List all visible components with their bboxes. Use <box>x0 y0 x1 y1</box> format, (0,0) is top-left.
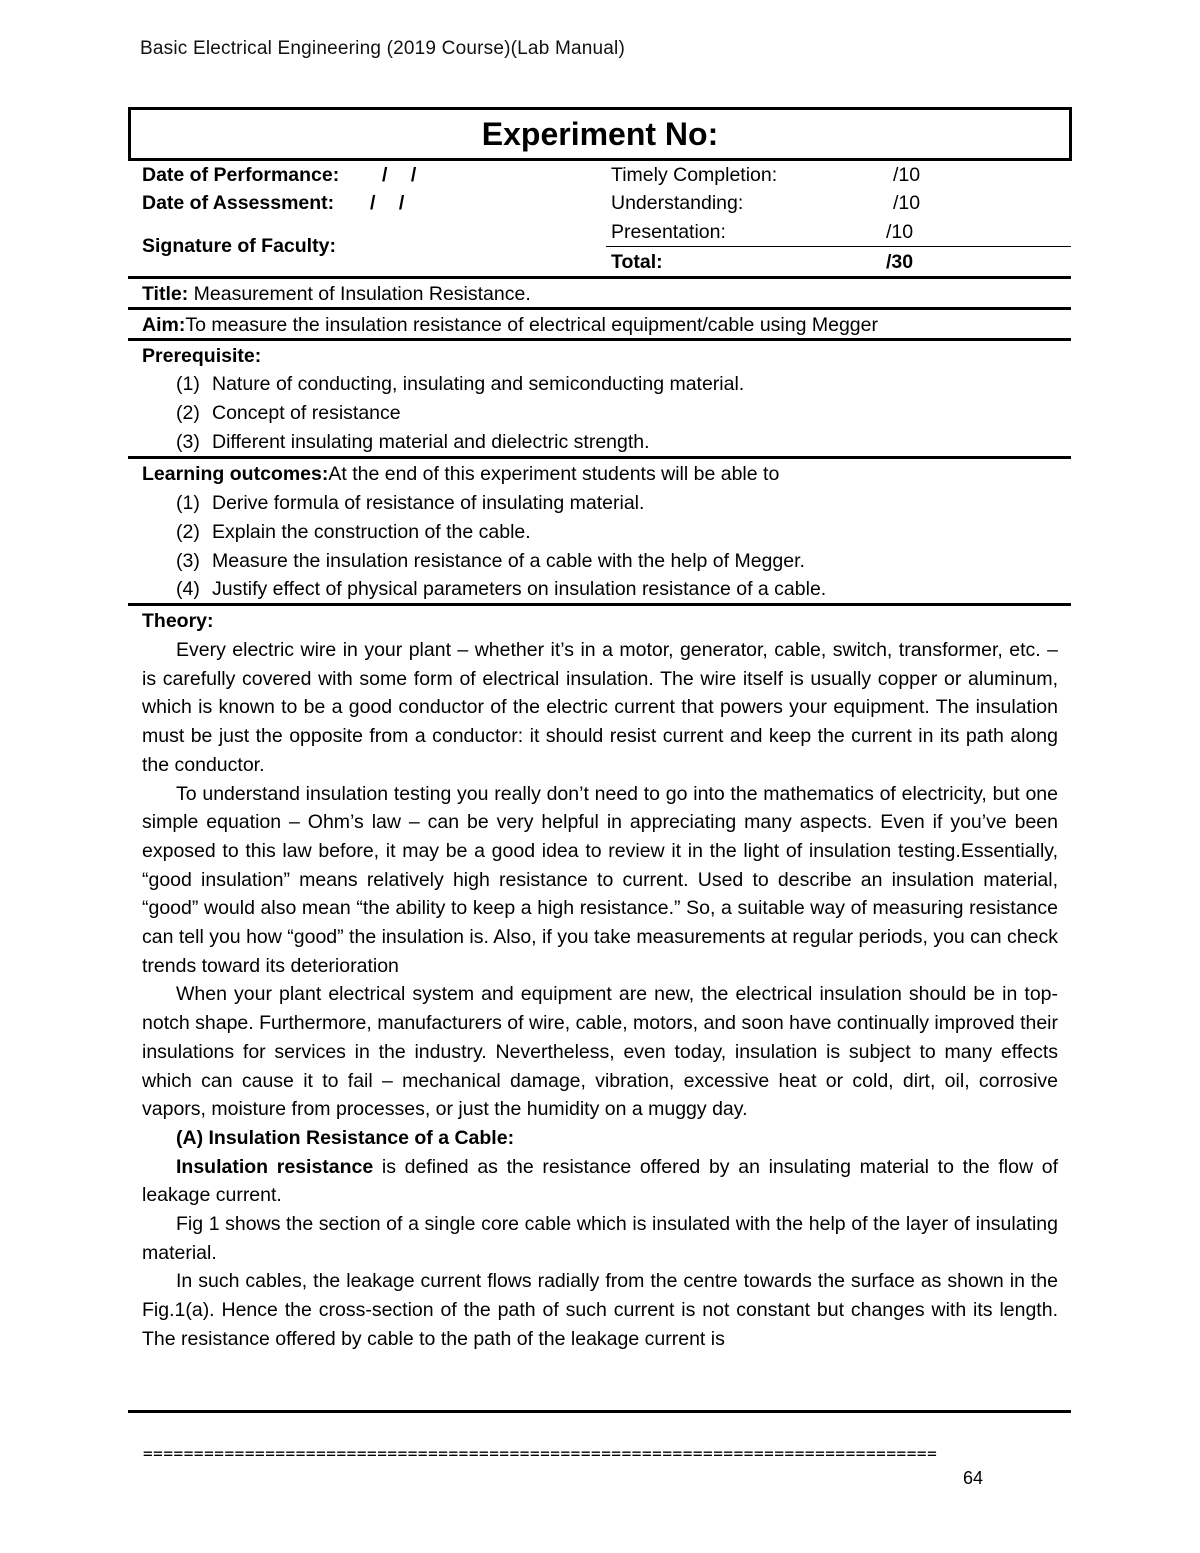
mark-value-timely: /10 <box>893 164 921 186</box>
prerequisite-item: (2) Concept of resistance <box>176 402 401 424</box>
outcomes-intro: At the end of this experiment students will be able to <box>328 463 780 485</box>
mark-label-presentation: Presentation: <box>611 221 726 243</box>
aim-label: Aim: <box>142 314 186 336</box>
mark-label-total: Total: <box>611 251 663 273</box>
date-assessment-value: / / <box>370 192 405 214</box>
date-performance-label: Date of Performance: <box>142 164 340 186</box>
outcome-item: (4) Justify effect of physical parameters on insulation resistance of a cable. <box>176 578 827 600</box>
mark-value-understanding: /10 <box>893 192 921 214</box>
mark-value-presentation: /10 <box>886 221 914 243</box>
theory-paragraph-4: Insulation resistance is defined as the resistance offered by an insulating material to the flow of leakage current. <box>142 1155 1059 1207</box>
theory-paragraph-5: Fig 1 shows the section of a single core cable which is insulated with the help of the layer of insulating material. <box>142 1213 1058 1264</box>
mark-label-understanding: Understanding: <box>611 192 744 214</box>
aim-line <box>142 311 878 339</box>
outcomes-line <box>142 460 779 488</box>
rule-after-title <box>128 307 1071 310</box>
outcome-item: (3) Measure the insulation resistance of a cable with the help of Megger. <box>176 550 805 572</box>
rule-bottom <box>128 1410 1071 1413</box>
rule-after-aim <box>128 338 1071 341</box>
prerequisite-label: Prerequisite: <box>142 345 262 367</box>
theory-paragraph-6: In such cables, the leakage current flows radially from the centre towards the surface as shown in the Fig.1(a). Hence the cross-section of the path of such current is not constant but changes with its length. The resistance offered by cable to the path of the leakage current is <box>142 1270 1058 1350</box>
experiment-title: Experiment No: <box>481 115 719 152</box>
theory-paragraph-3: When your plant electrical system and equipment are new, the electrical insulation should be in top-notch shape. Furthermore, manufacturers of wire, cable, motors, and soon have continually improved their insulations for services in the industry. Nevertheless, even today, insulation is subject to many effects which can cause it to fail – mechanical damage, vibration, excessive heat or cold, dirt, oil, corrosive vapors, moisture from processes, or just the humidity on a muggy day. <box>142 983 1058 1121</box>
signature-label: Signature of Faculty: <box>142 235 336 257</box>
outcome-item: (1) Derive formula of resistance of insulating material. <box>176 492 645 514</box>
date-assessment-label: Date of Assessment: <box>142 192 335 214</box>
title-line <box>142 280 531 308</box>
mark-label-timely: Timely Completion: <box>611 164 778 186</box>
title-label: Title: <box>142 283 189 305</box>
insulation-resistance-term: Insulation resistance <box>176 1155 374 1178</box>
title-text: Measurement of Insulation Resistance. <box>188 283 531 305</box>
page-number: 64 <box>963 1468 984 1488</box>
rule-after-header <box>128 276 1071 279</box>
footer-rule: ============================================================================== <box>143 1444 938 1463</box>
prerequisite-item: (3) Different insulating material and dielectric strength. <box>176 431 650 453</box>
marks-divider <box>606 246 1071 247</box>
theory-body <box>142 636 1058 1354</box>
theory-label: Theory: <box>142 610 214 632</box>
experiment-title-box <box>128 107 1072 161</box>
rule-after-outcomes <box>128 603 1071 606</box>
theory-paragraph-2: To understand insulation testing you really don’t need to go into the mathematics of electricity, but one simple equation – Ohm’s law – can be very helpful in appreciating many aspects. Even if you’ve been exposed to this law before, it may be a good idea to review it in the light of insulation testing.Essentially, “good insulation” means relatively high resistance to current. Used to describe an insulation material, “good” would also mean “the ability to keep a high resistance.” So, a suitable way of measuring resistance can tell you how “good” the insulation is. Also, if you take measurements at regular periods, you can check trends toward its deterioration <box>142 782 1058 977</box>
date-performance-value: / / <box>382 164 417 186</box>
page-header: Basic Electrical Engineering (2019 Course)(Lab Manual) <box>140 38 625 59</box>
rule-after-prerequisites <box>128 456 1071 459</box>
outcomes-label: Learning outcomes: <box>142 463 329 485</box>
section-a-heading: (A) Insulation Resistance of a Cable: <box>176 1126 515 1149</box>
mark-value-total: /30 <box>886 251 914 273</box>
outcome-item: (2) Explain the construction of the cable. <box>176 521 531 543</box>
prerequisite-item: (1) Nature of conducting, insulating and semiconducting material. <box>176 373 745 395</box>
theory-paragraph-1: Every electric wire in your plant – whether it’s in a motor, generator, cable, switch, transformer, etc. – is carefully covered with some form of electrical insulation. The wire itself is usually copper or aluminum, which is known to be a good conductor of the electric current that powers your equipment. The insulation must be just the opposite from a conductor: it should resist current and keep the current in its path along the conductor. <box>142 639 1058 776</box>
aim-text: To measure the insulation resistance of electrical equipment/cable using Megger <box>185 314 878 336</box>
